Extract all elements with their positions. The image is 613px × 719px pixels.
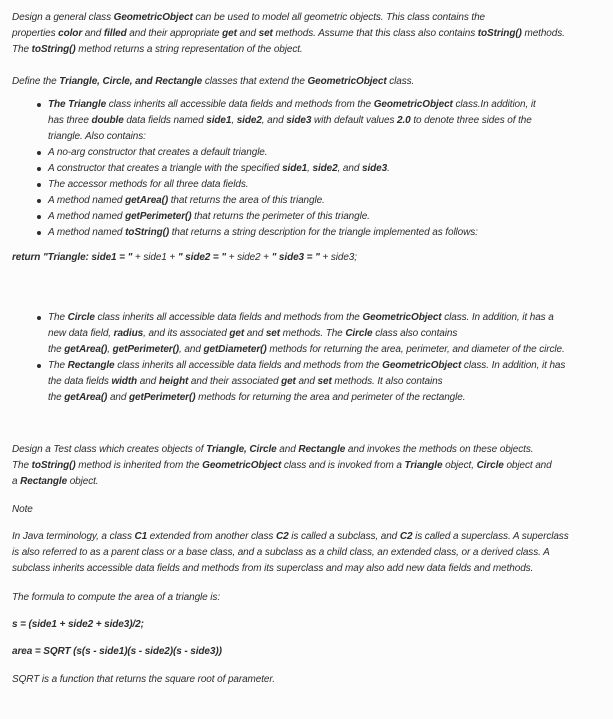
text: is called a superclass. A superclass bbox=[412, 531, 569, 542]
bold-text: GeometricObject bbox=[113, 12, 193, 23]
text: classes that extend the bbox=[202, 76, 308, 87]
text: and bbox=[244, 328, 266, 339]
bold-text: height bbox=[158, 376, 189, 387]
bold-text: The Triangle bbox=[48, 99, 107, 110]
list-item bbox=[36, 310, 613, 358]
text-line bbox=[48, 225, 613, 241]
text: class and is invoked from a bbox=[281, 460, 405, 471]
bold-text: s = (side1 + side2 + side3)/2; bbox=[12, 619, 144, 630]
define-paragraph bbox=[12, 74, 613, 90]
bold-text: side3 bbox=[362, 163, 388, 174]
list-item bbox=[36, 358, 613, 406]
text: method returns a string representation of the object. bbox=[75, 44, 303, 55]
bold-text: toString() bbox=[477, 28, 522, 39]
text: methods. The bbox=[280, 328, 346, 339]
text-line bbox=[12, 474, 613, 490]
text: is also referred to as a parent class or a base class, and a subclass as a child class, an extended class, or a derived class. A bbox=[12, 547, 550, 558]
note-heading bbox=[12, 502, 613, 518]
text: , and its associated bbox=[143, 328, 230, 339]
java-terminology-paragraph bbox=[12, 529, 613, 577]
text-line bbox=[12, 617, 613, 633]
bold-text: GeometricObject bbox=[373, 99, 453, 110]
text: class.In addition, it bbox=[452, 99, 536, 110]
text: a bbox=[12, 476, 21, 487]
text: and bbox=[295, 376, 318, 387]
bold-text: C2 bbox=[399, 531, 413, 542]
text: , and bbox=[261, 115, 287, 126]
text: triangle. Also contains: bbox=[48, 131, 146, 142]
bold-text: Rectangle bbox=[20, 476, 68, 487]
text: method is inherited from the bbox=[75, 460, 203, 471]
text: new data field, bbox=[48, 328, 114, 339]
bold-text: Triangle, Circle, and Rectangle bbox=[59, 76, 203, 87]
text: methods. Assume that this class also contains bbox=[272, 28, 478, 39]
list-item bbox=[36, 97, 613, 145]
text: + side2 + bbox=[226, 252, 272, 263]
bold-text: toString() bbox=[31, 44, 76, 55]
test-class-paragraph bbox=[12, 442, 613, 490]
text-line bbox=[12, 74, 613, 90]
text: that returns the area of this triangle. bbox=[168, 195, 325, 206]
text-line bbox=[48, 97, 613, 113]
text: The bbox=[48, 360, 68, 371]
text-line bbox=[12, 529, 613, 545]
bold-text: getPerimeter() bbox=[129, 392, 196, 403]
text: and bbox=[82, 28, 104, 39]
text-line bbox=[12, 672, 613, 688]
text: and invokes the methods on these objects. bbox=[345, 444, 534, 455]
bold-text: filled bbox=[103, 28, 127, 39]
formula-s bbox=[12, 617, 613, 633]
bold-text: Circle bbox=[476, 460, 504, 471]
text-line bbox=[48, 129, 613, 145]
circle-rectangle-bullet-list bbox=[36, 310, 613, 406]
text: subclass inherits accessible data fields and methods from its superclass and may also add new data fields and methods. bbox=[12, 563, 534, 574]
bold-text: set bbox=[258, 28, 273, 39]
bold-text: getPerimeter() bbox=[112, 344, 180, 355]
bold-text: Triangle bbox=[404, 460, 443, 471]
text: can be used to model all geometric objects. This class contains the bbox=[192, 12, 485, 23]
bold-text: Rectangle bbox=[298, 444, 346, 455]
text: methods for returning the area, perimeter, and diameter of the circle. bbox=[266, 344, 565, 355]
bold-text: color bbox=[58, 28, 83, 39]
text: the bbox=[48, 392, 65, 403]
bold-text: set bbox=[265, 328, 280, 339]
text: and bbox=[276, 444, 299, 455]
text: properties bbox=[12, 28, 59, 39]
text-line bbox=[12, 42, 613, 58]
text: . bbox=[387, 163, 390, 174]
text: data fields named bbox=[123, 115, 207, 126]
text: class inherits all accessible data fields and methods from the bbox=[106, 99, 374, 110]
text-line bbox=[12, 561, 613, 577]
text: , bbox=[107, 344, 113, 355]
text: The bbox=[12, 44, 32, 55]
bold-text: GeometricObject bbox=[382, 360, 462, 371]
text: the bbox=[48, 344, 65, 355]
text-line bbox=[48, 374, 613, 390]
bold-text: Triangle, Circle bbox=[206, 444, 277, 455]
bold-text: area = SQRT (s(s - side1)(s - side2)(s - side3)) bbox=[12, 646, 222, 657]
bold-text: getArea() bbox=[64, 344, 108, 355]
text: that returns the perimeter of this triangle. bbox=[191, 211, 370, 222]
list-item bbox=[36, 177, 613, 193]
text-line bbox=[48, 390, 613, 406]
bold-text: C2 bbox=[275, 531, 289, 542]
text-line bbox=[48, 326, 613, 342]
text: class. In addition, it has a bbox=[441, 312, 554, 323]
text: In Java terminology, a class bbox=[12, 531, 135, 542]
text-line bbox=[48, 209, 613, 225]
text-line bbox=[48, 358, 613, 374]
bold-text: GeometricObject bbox=[202, 460, 282, 471]
bold-text: getArea() bbox=[64, 392, 108, 403]
text: , and bbox=[179, 344, 204, 355]
text: object. bbox=[67, 476, 99, 487]
bold-text: get bbox=[222, 28, 237, 39]
bold-text: set bbox=[317, 376, 332, 387]
text: , and bbox=[337, 163, 362, 174]
bold-text: return "Triangle: side1 = " bbox=[12, 252, 133, 263]
list-item bbox=[36, 225, 613, 241]
text: The bbox=[12, 460, 32, 471]
text-line bbox=[12, 442, 613, 458]
list-item bbox=[36, 161, 613, 177]
text-line bbox=[48, 342, 613, 358]
text: methods. It also contains bbox=[331, 376, 443, 387]
bold-text: side3 bbox=[286, 115, 312, 126]
text: A constructor that creates a triangle with the specified bbox=[48, 163, 283, 174]
return-statement bbox=[12, 250, 613, 266]
text-line bbox=[12, 26, 613, 42]
text-line bbox=[48, 161, 613, 177]
text: class inherits all accessible data fields and methods from the bbox=[94, 312, 363, 323]
text-line bbox=[12, 545, 613, 561]
text: class also contains bbox=[372, 328, 458, 339]
text: and their associated bbox=[188, 376, 282, 387]
text: Note bbox=[12, 504, 33, 515]
text: class. In addition, it has bbox=[461, 360, 566, 371]
text: and bbox=[137, 376, 159, 387]
text: extended from another class bbox=[147, 531, 276, 542]
text: object, bbox=[442, 460, 477, 471]
bold-text: width bbox=[111, 376, 138, 387]
bold-text: Circle bbox=[67, 312, 95, 323]
formula-intro bbox=[12, 590, 613, 606]
text: Define the bbox=[12, 76, 60, 87]
text: The accessor methods for all three data fields. bbox=[48, 179, 249, 190]
text-line bbox=[48, 310, 613, 326]
bold-text: double bbox=[91, 115, 124, 126]
text: Design a general class bbox=[12, 12, 114, 23]
text-line bbox=[48, 177, 613, 193]
bold-text: get bbox=[281, 376, 296, 387]
text: , bbox=[231, 115, 237, 126]
bold-text: getArea() bbox=[125, 195, 169, 206]
text: class inherits all accessible data fields and methods from the bbox=[114, 360, 383, 371]
text: A method named bbox=[48, 195, 126, 206]
text: methods for returning the area and perimeter of the rectangle. bbox=[195, 392, 466, 403]
bold-text: Circle bbox=[345, 328, 373, 339]
intro-paragraph bbox=[12, 10, 613, 58]
text: A method named bbox=[48, 227, 126, 238]
formula-area bbox=[12, 644, 613, 660]
text-line bbox=[12, 458, 613, 474]
bold-text: getPerimeter() bbox=[125, 211, 192, 222]
bold-text: " side2 = " bbox=[177, 252, 226, 263]
list-item bbox=[36, 209, 613, 225]
bold-text: " side3 = " bbox=[271, 252, 320, 263]
list-item bbox=[36, 145, 613, 161]
text: with default values bbox=[311, 115, 398, 126]
text: is called a subclass, and bbox=[288, 531, 400, 542]
text: A method named bbox=[48, 211, 126, 222]
bold-text: Rectangle bbox=[67, 360, 115, 371]
list-item bbox=[36, 193, 613, 209]
bold-text: get bbox=[229, 328, 245, 339]
text-line bbox=[12, 502, 613, 518]
bold-text: getDiameter() bbox=[203, 344, 267, 355]
bold-text: 2.0 bbox=[397, 115, 411, 126]
text-line bbox=[48, 145, 613, 161]
bold-text: radius bbox=[113, 328, 144, 339]
text: + side1 + bbox=[132, 252, 178, 263]
text: + side3; bbox=[319, 252, 357, 263]
bold-text: side2 bbox=[312, 163, 338, 174]
triangle-bullet-list bbox=[36, 97, 613, 241]
bold-text: toString() bbox=[31, 460, 76, 471]
text: A no-arg constructor that creates a default triangle. bbox=[48, 147, 268, 158]
text: and bbox=[107, 392, 130, 403]
text-line bbox=[12, 250, 613, 266]
text: object and bbox=[503, 460, 552, 471]
text: Design a Test class which creates objects of bbox=[12, 444, 207, 455]
bold-text: side2 bbox=[236, 115, 262, 126]
bold-text: toString() bbox=[125, 227, 170, 238]
text: that returns a string description for the triangle implemented as follows: bbox=[169, 227, 478, 238]
text: The bbox=[48, 312, 68, 323]
text-line bbox=[12, 644, 613, 660]
text: , bbox=[307, 163, 313, 174]
bold-text: C1 bbox=[134, 531, 148, 542]
text: has three bbox=[48, 115, 92, 126]
bold-text: GeometricObject bbox=[307, 76, 387, 87]
text-line bbox=[48, 193, 613, 209]
text: class. bbox=[386, 76, 415, 87]
bold-text: GeometricObject bbox=[362, 312, 442, 323]
text: SQRT is a function that returns the square root of parameter. bbox=[12, 674, 275, 685]
text-line bbox=[12, 10, 613, 26]
text-line bbox=[12, 590, 613, 606]
text: to denote three sides of the bbox=[410, 115, 532, 126]
text: methods. bbox=[521, 28, 565, 39]
text: and their appropriate bbox=[126, 28, 223, 39]
text-line bbox=[48, 113, 613, 129]
bold-text: side1 bbox=[282, 163, 308, 174]
sqrt-note bbox=[12, 672, 613, 688]
text: The formula to compute the area of a triangle is: bbox=[12, 592, 220, 603]
text: the data fields bbox=[48, 376, 112, 387]
text: and bbox=[236, 28, 259, 39]
bold-text: side1 bbox=[206, 115, 232, 126]
